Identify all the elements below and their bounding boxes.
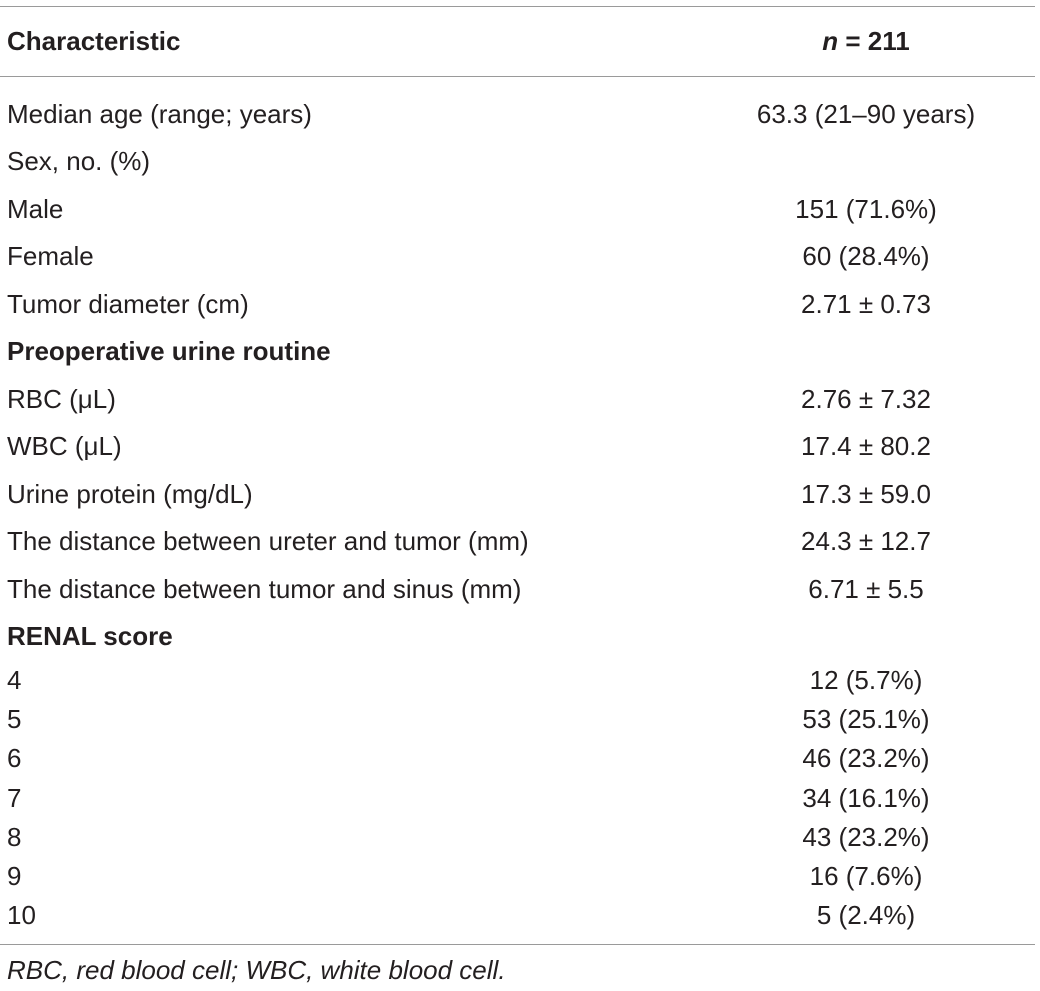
row-value: 43 (23.2%) xyxy=(802,821,930,852)
row-value: 34 (16.1%) xyxy=(802,782,930,813)
table-row xyxy=(7,233,1035,281)
row-label: Female xyxy=(7,241,94,272)
header-n xyxy=(697,7,1035,75)
table-row xyxy=(7,817,1035,856)
section-heading: Preoperative urine routine xyxy=(7,336,331,367)
table-row xyxy=(7,739,1035,778)
row-value: 16 (7.6%) xyxy=(809,861,923,892)
section-row xyxy=(7,328,1035,376)
row-label: 10 xyxy=(7,900,36,931)
header-n-variable: n xyxy=(822,26,839,56)
row-value: 17.4 ± 80.2 xyxy=(801,431,931,462)
row-label: 9 xyxy=(7,861,22,892)
row-label: Sex, no. (%) xyxy=(7,146,151,177)
table-row xyxy=(7,375,1035,423)
row-value: 60 (28.4%) xyxy=(802,241,930,272)
row-value: 53 (25.1%) xyxy=(802,703,930,734)
row-label: The distance between tumor and sinus (mm) xyxy=(7,573,522,604)
row-label: 5 xyxy=(7,703,22,734)
row-value: 46 (23.2%) xyxy=(802,743,930,774)
row-value: 6.71 ± 5.5 xyxy=(808,573,924,604)
table-row xyxy=(7,470,1035,518)
table-row xyxy=(7,138,1035,186)
header-characteristic: Characteristic xyxy=(7,26,181,56)
header-n-value: = 211 xyxy=(838,26,910,56)
row-value: 63.3 (21–90 years) xyxy=(756,98,976,129)
row-label: The distance between ureter and tumor (mm) xyxy=(7,526,529,557)
table-row xyxy=(7,856,1035,895)
table-row xyxy=(7,565,1035,613)
row-value: 5 (2.4%) xyxy=(816,900,916,931)
table-row xyxy=(7,660,1035,699)
table-body xyxy=(7,90,1035,935)
row-value xyxy=(697,613,1035,661)
header-row xyxy=(7,7,1035,75)
row-value: 2.71 ± 0.73 xyxy=(801,288,931,319)
row-value: 2.76 ± 7.32 xyxy=(801,383,931,414)
header-rule xyxy=(0,76,1035,77)
table-row xyxy=(7,778,1035,817)
bottom-rule xyxy=(0,944,1035,945)
section-heading: RENAL score xyxy=(7,621,173,652)
table-row xyxy=(7,896,1035,935)
row-value: 24.3 ± 12.7 xyxy=(801,526,931,557)
row-label: Urine protein (mg/dL) xyxy=(7,478,253,509)
row-label: WBC (μL) xyxy=(7,431,122,462)
row-value: 17.3 ± 59.0 xyxy=(801,478,931,509)
section-row xyxy=(7,613,1035,661)
row-label: Male xyxy=(7,193,64,224)
row-label: 7 xyxy=(7,782,22,813)
row-value: 12 (5.7%) xyxy=(809,664,923,695)
row-label: RBC (μL) xyxy=(7,383,116,414)
table-row xyxy=(7,518,1035,566)
table-row xyxy=(7,423,1035,471)
row-value: 151 (71.6%) xyxy=(795,193,937,224)
row-label: Median age (range; years) xyxy=(7,98,312,129)
row-label: 6 xyxy=(7,743,22,774)
table-row xyxy=(7,90,1035,138)
row-label: 4 xyxy=(7,664,22,695)
row-value xyxy=(697,328,1035,376)
row-value xyxy=(697,138,1035,186)
table-row xyxy=(7,699,1035,738)
row-label: 8 xyxy=(7,821,22,852)
table-row xyxy=(7,185,1035,233)
table-header xyxy=(7,7,1035,75)
row-label: Tumor diameter (cm) xyxy=(7,288,249,319)
table-row xyxy=(7,280,1035,328)
table-footnote: RBC, red blood cell; WBC, white blood cell. xyxy=(7,955,506,985)
